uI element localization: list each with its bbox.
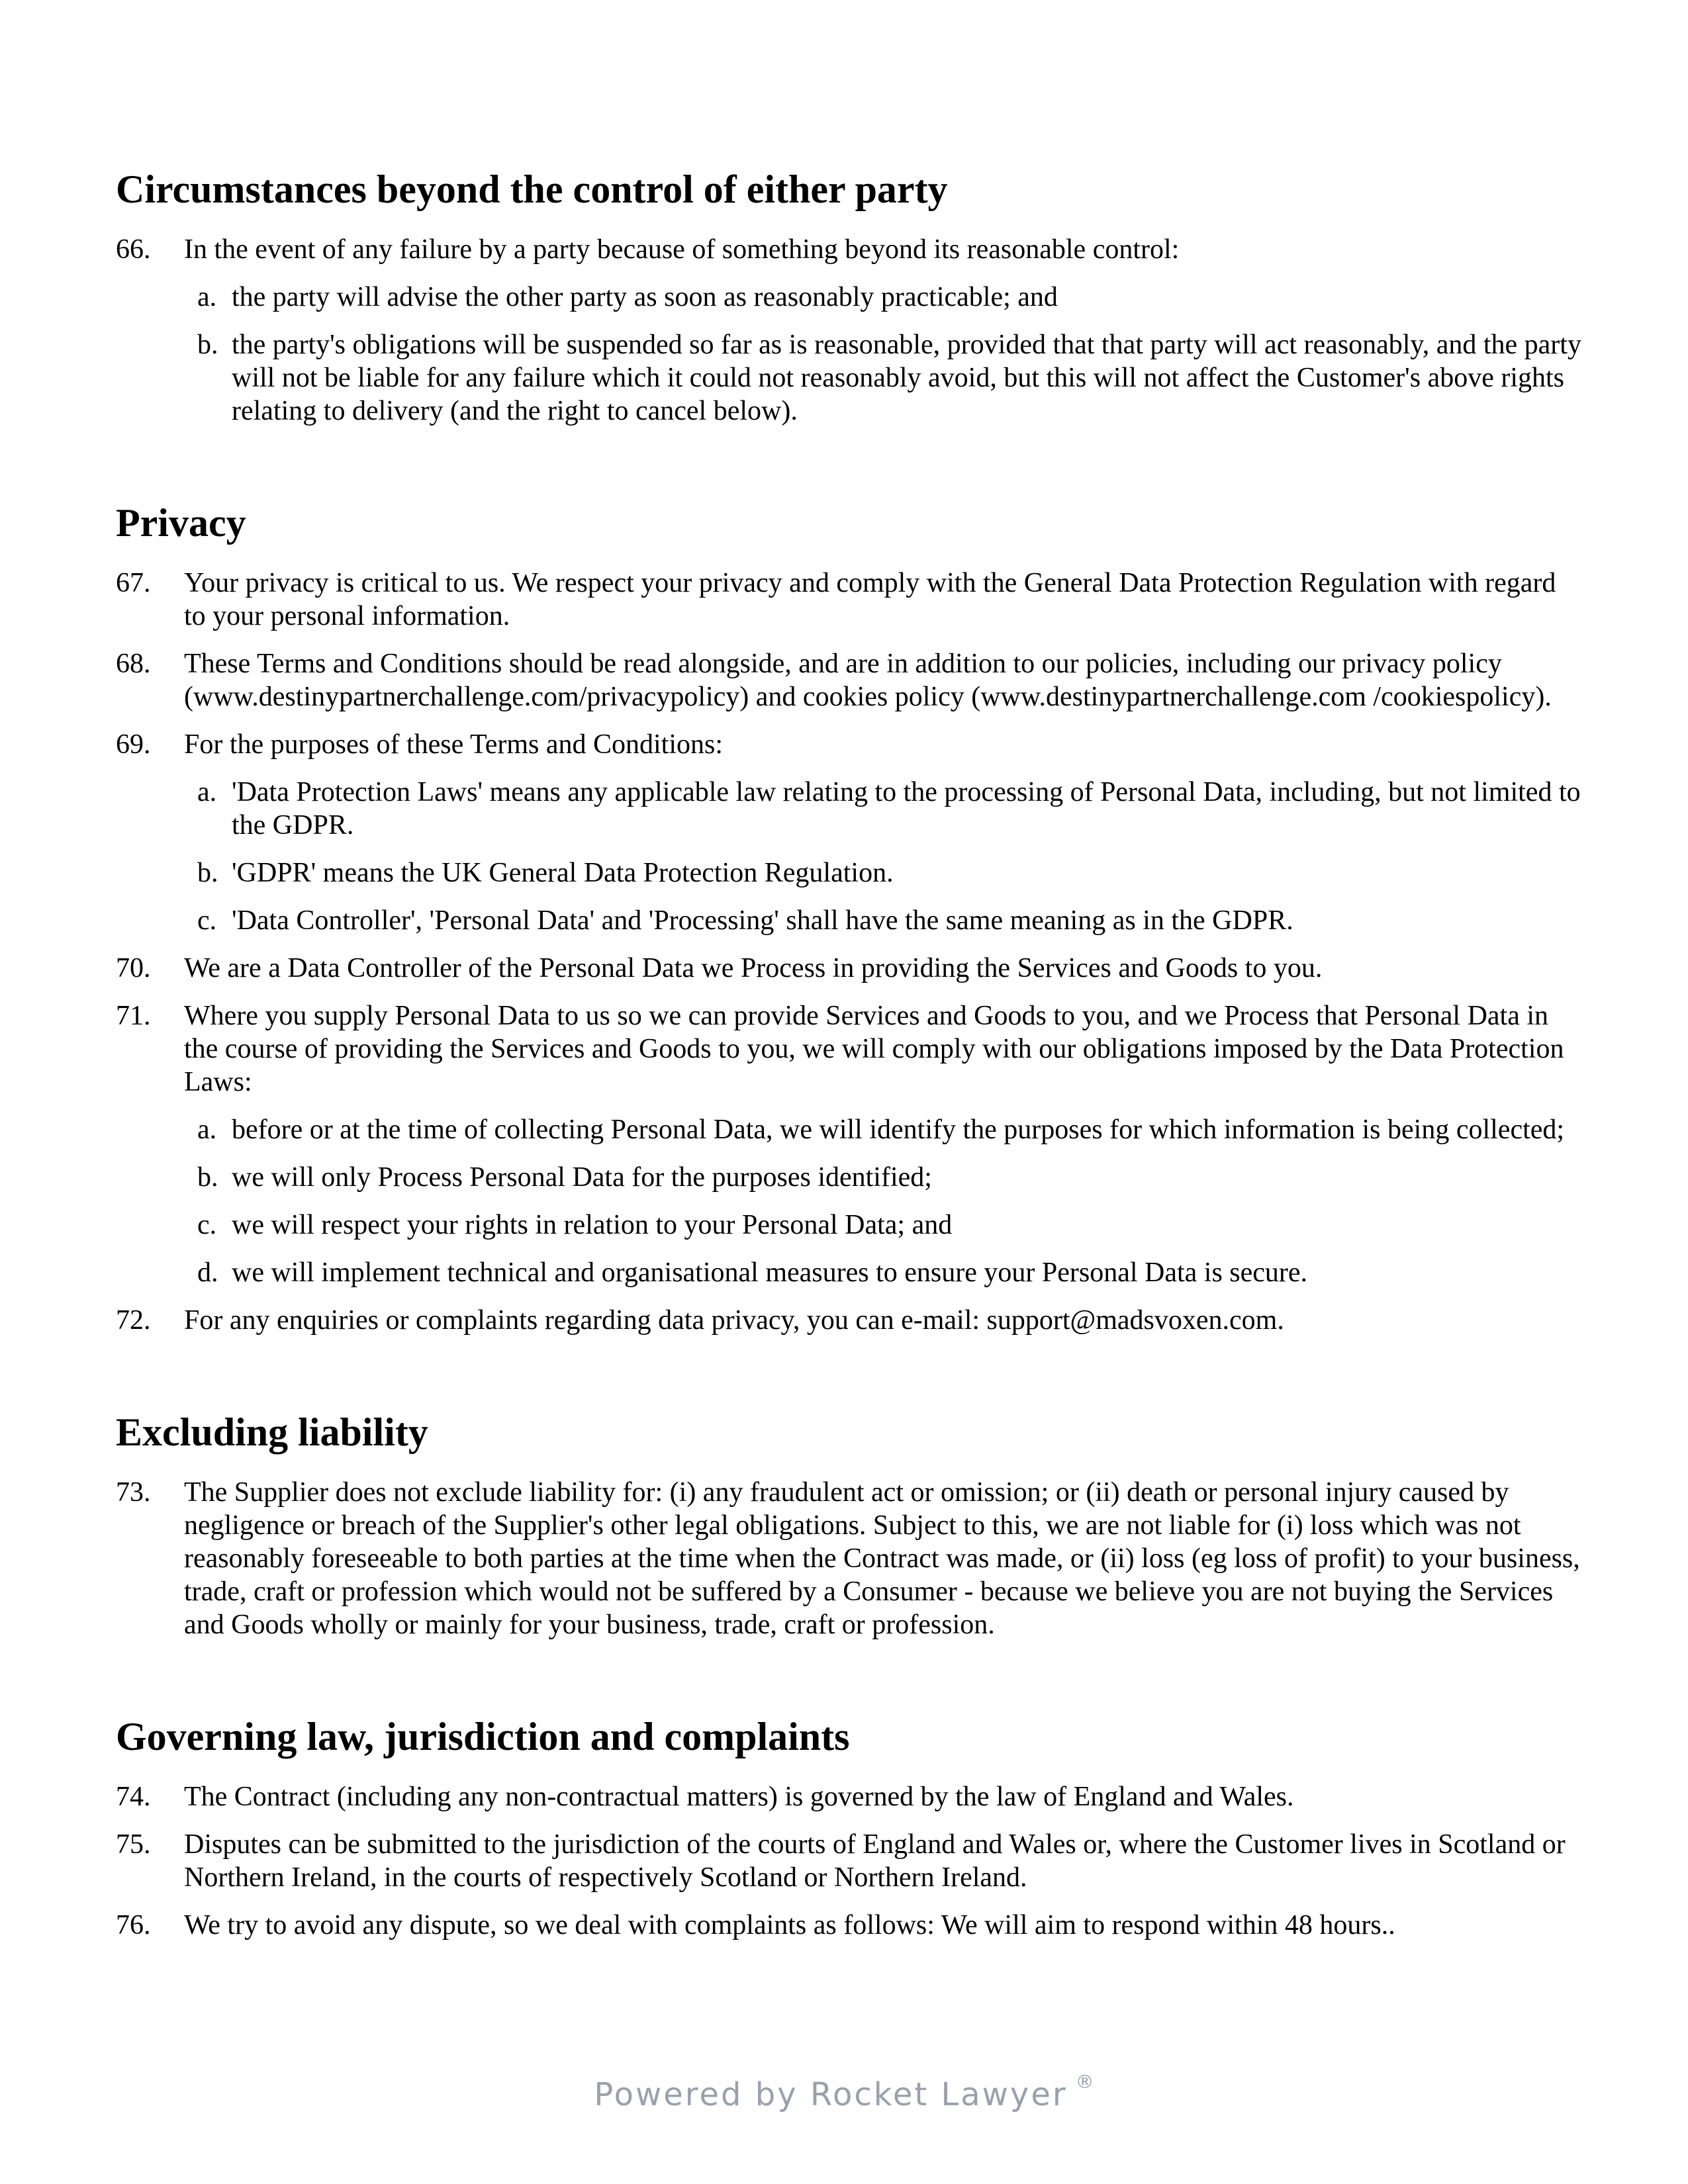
numbered-item [116,999,1582,1099]
item-text: Where you supply Personal Data to us so we can provide Services and Goods to you, and we Process that Personal Data in the course of providing the Services and Goods to you, we will comply with our obligations imposed by the Data Protection Laws: [184,1001,1564,1097]
subitem-text: 'GDPR' means the UK General Data Protection Regulation. [232,858,894,888]
item-number: 66. [116,234,151,265]
item-text: Disputes can be submitted to the jurisdiction of the courts of England and Wales or, where the Customer lives in Scotland or Northern Ireland, in the courts of respectively Scotland or Northern Ireland. [184,1829,1566,1893]
item-number: 70. [116,953,151,983]
lettered-subitem [197,1113,1582,1146]
section-heading: Privacy [116,501,246,545]
subitem-letter: c. [197,1210,217,1240]
numbered-item [116,647,1582,713]
powered-by-text: Powered by Rocket Lawyer [594,2076,1068,2113]
document-section [116,165,1582,428]
item-text: The Contract (including any non-contractual matters) is governed by the law of England and Wales. [184,1782,1294,1812]
section-heading: Excluding liability [116,1410,428,1454]
subitem-letter: b. [197,330,218,360]
item-number: 74. [116,1782,151,1812]
numbered-item [116,233,1582,266]
lettered-subitem [197,904,1582,937]
item-number: 68. [116,649,151,679]
subitem-letter: c. [197,905,217,936]
subitem-letter: a. [197,777,217,807]
lettered-subitem [197,1161,1582,1194]
subitem-text: the party's obligations will be suspended so far as is reasonable, provided that that party will act reasonably, and the party will not be liable for any failure which it could not reasonably avoid, but this will not affect the Customer's above rights relating to delivery (and the right to cancel below). [232,330,1581,426]
subitem-letter: a. [197,1115,217,1145]
numbered-item [116,1476,1582,1641]
lettered-subitem [197,328,1582,428]
section-heading: Governing law, jurisdiction and complaints [116,1715,850,1758]
item-number: 76. [116,1910,151,1940]
item-text: These Terms and Conditions should be read alongside, and are in addition to our policies, including our privacy policy (www.destinypartnerchallenge.com/privacypolicy) and cookies policy (www.destinypartnerchallenge.com /cookiespolicy). [184,649,1552,712]
numbered-item [116,1909,1582,1942]
lettered-subitem [197,776,1582,842]
subitem-letter: b. [197,858,218,888]
numbered-item [116,1828,1582,1894]
registered-trademark-icon: ® [1075,2071,1094,2093]
subitem-text: we will respect your rights in relation to your Personal Data; and [232,1210,953,1240]
document-section [116,1713,1582,1942]
item-text: We are a Data Controller of the Personal Data we Process in providing the Services and Goods to you. [184,953,1323,983]
item-number: 71. [116,1001,151,1031]
lettered-subitem [197,281,1582,314]
powered-by-footer [0,2064,1688,2113]
item-number: 69. [116,729,151,760]
item-text: For the purposes of these Terms and Conditions: [184,729,724,760]
item-text: We try to avoid any dispute, so we deal with complaints as follows: We will aim to respond within 48 hours.. [184,1910,1395,1940]
subitem-text: the party will advise the other party as soon as reasonably practicable; and [232,282,1058,312]
lettered-subitem [197,856,1582,889]
item-text: The Supplier does not exclude liability for: (i) any fraudulent act or omission; or (ii) death or personal injury caused by negligence or breach of the Supplier's other legal obligations. Subject to this, we are not liable for (i) loss which was not reasonably foreseeable to both parties at the time when the Contract was made, or (ii) loss (eg loss of profit) to your business, trade, craft or profession which would not be suffered by a Consumer - because we believe you are not buying the Services and Goods wholly or mainly for your business, trade, craft or profession. [184,1477,1580,1640]
lettered-subitem [197,1208,1582,1242]
item-text: In the event of any failure by a party because of something beyond its reasonable control: [184,234,1180,265]
numbered-item [116,952,1582,985]
item-number: 72. [116,1305,151,1336]
subitem-text: before or at the time of collecting Personal Data, we will identify the purposes for which information is being collected; [232,1115,1565,1145]
subitem-text: we will implement technical and organisational measures to ensure your Personal Data is secure. [232,1257,1308,1288]
subitem-text: we will only Process Personal Data for the purposes identified; [232,1162,932,1193]
numbered-item [116,1780,1582,1813]
subitem-letter: a. [197,282,217,312]
subitem-letter: d. [197,1257,218,1288]
item-number: 67. [116,568,151,598]
subitem-letter: b. [197,1162,218,1193]
numbered-item [116,1304,1582,1337]
lettered-subitem [197,1256,1582,1289]
item-number: 75. [116,1829,151,1860]
numbered-item [116,728,1582,761]
item-text: Your privacy is critical to us. We respect your privacy and comply with the General Data Protection Regulation with regard to your personal information. [184,568,1556,631]
item-number: 73. [116,1477,151,1508]
section-heading: Circumstances beyond the control of either party [116,167,948,211]
item-text: For any enquiries or complaints regarding data privacy, you can e-mail: support@madsvoxen.com. [184,1305,1284,1336]
subitem-text: 'Data Controller', 'Personal Data' and 'Processing' shall have the same meaning as in the GDPR. [232,905,1293,936]
document-section [116,499,1582,1337]
numbered-item [116,567,1582,633]
subitem-text: 'Data Protection Laws' means any applicable law relating to the processing of Personal Data, including, but not limited to the GDPR. [232,777,1581,841]
document-section [116,1408,1582,1641]
